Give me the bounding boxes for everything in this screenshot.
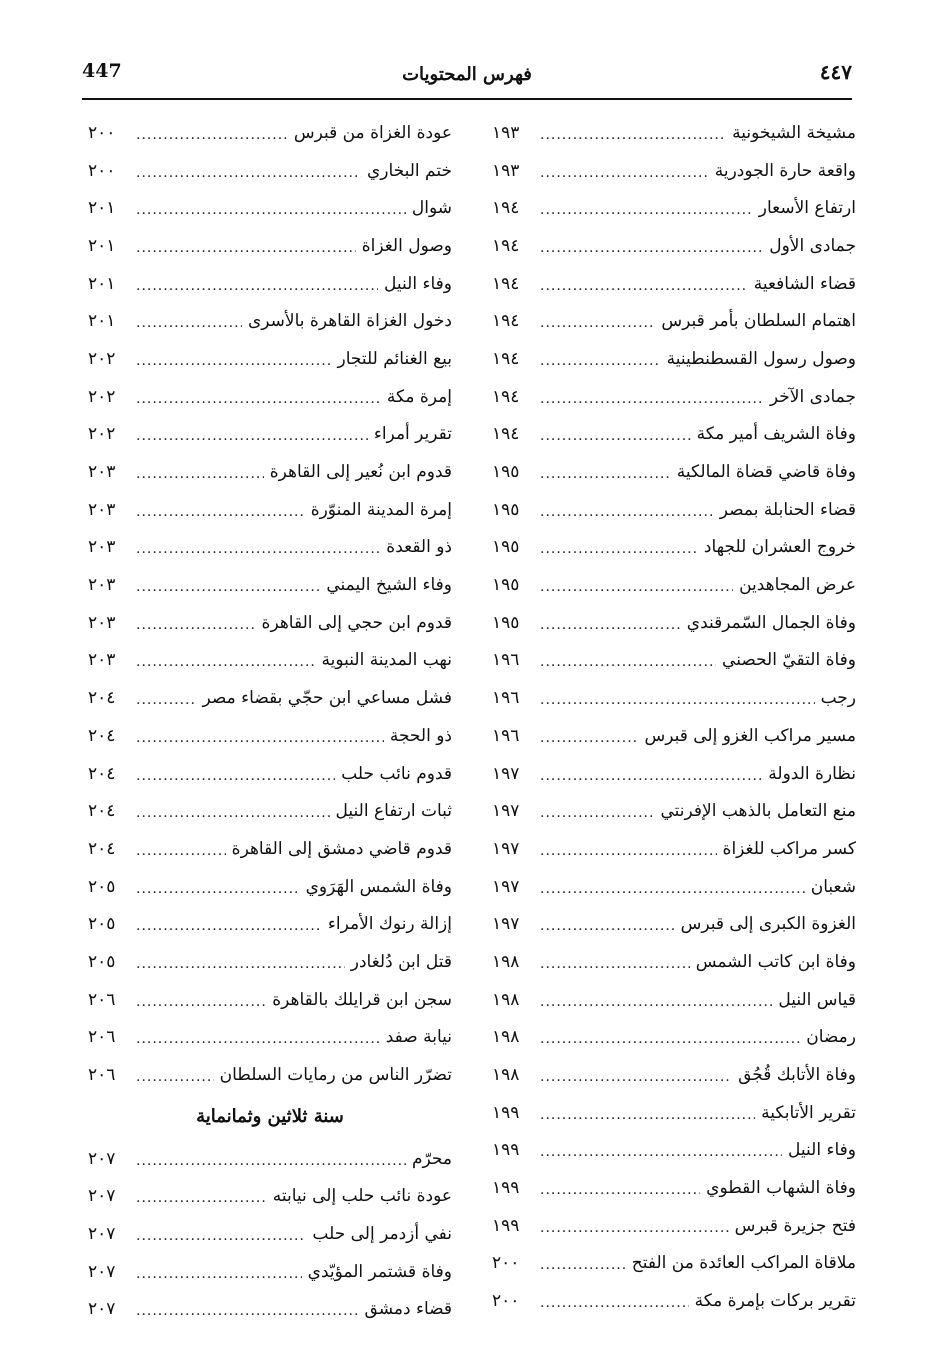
entry-title: وصول رسول القسطنطينية — [666, 348, 856, 369]
toc-entry — [492, 1207, 856, 1245]
entry-title: تقرير أمراء — [373, 424, 452, 445]
entry-page-number: ١٩٦ — [492, 688, 520, 709]
entry-title: مسير مراكب الغزو إلى قبرس — [644, 725, 856, 746]
entry-title: الغزوة الكبرى إلى قبرس — [680, 914, 856, 935]
toc-entry — [492, 529, 856, 567]
entry-page-number: ١٩٨ — [492, 1065, 520, 1086]
toc-entry — [492, 830, 856, 868]
toc-entry — [88, 416, 452, 454]
entry-page-number: ٢٠٧ — [88, 1299, 116, 1320]
dot-leader — [540, 500, 714, 520]
toc-entry — [88, 1291, 452, 1329]
entry-page-number: ٢٠٢ — [88, 348, 116, 369]
entry-page-number: ٢٠٣ — [88, 537, 116, 558]
entry-page-number: ٢٠٤ — [88, 725, 116, 746]
page-header — [82, 58, 852, 100]
toc-entry — [88, 981, 452, 1019]
toc-entry — [492, 1245, 856, 1283]
entry-page-number: ١٩٣ — [492, 160, 520, 181]
dot-leader — [540, 123, 726, 143]
entry-page-number: ٢٠٤ — [88, 763, 116, 784]
dot-leader — [540, 1027, 800, 1047]
entry-title: وفاة الشريف أمير مكة — [696, 424, 856, 445]
dot-leader — [136, 349, 332, 369]
entry-page-number: ٢٠٥ — [88, 951, 116, 972]
entry-page-number: ١٩٤ — [492, 348, 520, 369]
dot-leader — [540, 198, 753, 218]
entry-page-number: ٢٠٣ — [88, 575, 116, 596]
entry-page-number: ١٩٤ — [492, 424, 520, 445]
entry-page-number: ٢٠١ — [88, 198, 116, 219]
dot-leader — [136, 198, 406, 218]
toc-entry — [88, 1019, 452, 1057]
toc-entry — [88, 830, 452, 868]
toc-entry — [88, 529, 452, 567]
entry-page-number: ٢٠٣ — [88, 650, 116, 671]
entry-page-number: ١٩٧ — [492, 838, 520, 859]
dot-leader — [136, 462, 264, 482]
dot-leader — [136, 274, 378, 294]
dot-leader — [136, 1224, 306, 1244]
entry-title: وفاة الجمال السّمرقندي — [686, 612, 856, 633]
entry-title: اهتمام السلطان بأمر قبرس — [661, 311, 856, 332]
toc-entry — [88, 302, 452, 340]
entry-title: عودة الغزاة من قبرس — [293, 122, 452, 143]
toc-entry — [88, 1253, 452, 1291]
dot-leader — [136, 877, 300, 897]
entry-page-number: ٢٠٧ — [88, 1148, 116, 1169]
dot-leader — [136, 1027, 380, 1047]
entry-title: ذو القعدة — [386, 537, 452, 558]
entry-title: وفاة قشتمر المؤيّدي — [307, 1261, 452, 1282]
toc-entry — [492, 1019, 856, 1057]
dot-leader — [540, 274, 748, 294]
toc-entry — [88, 378, 452, 416]
toc-entry — [88, 642, 452, 680]
dot-leader — [540, 1291, 689, 1311]
entry-title: قدوم ابن حجي إلى القاهرة — [261, 612, 452, 633]
entry-title: وفاء النيل — [384, 273, 452, 294]
dot-leader — [540, 311, 655, 331]
dot-leader — [136, 613, 256, 633]
entry-page-number: ٢٠٤ — [88, 688, 116, 709]
entry-page-number: ١٩٨ — [492, 1027, 520, 1048]
toc-entry — [492, 604, 856, 642]
dot-leader — [540, 575, 733, 595]
toc-entry — [492, 416, 856, 454]
toc-entry — [492, 1282, 856, 1320]
entry-page-number: ٢٠٦ — [88, 989, 116, 1010]
dot-leader — [540, 839, 717, 859]
toc-entry — [492, 1056, 856, 1094]
dot-leader — [136, 1065, 214, 1085]
entry-title: قضاء دمشق — [364, 1299, 452, 1320]
entry-title: عرض المجاهدين — [739, 575, 856, 596]
entry-page-number: ٢٠٦ — [88, 1027, 116, 1048]
toc-entry — [88, 1178, 452, 1216]
entry-page-number: ١٩٤ — [492, 235, 520, 256]
entry-title: وفاء الشيخ اليمني — [326, 575, 452, 596]
toc-entry — [88, 905, 452, 943]
toc-entry — [492, 755, 856, 793]
dot-leader — [136, 575, 320, 595]
entry-page-number: ٢٠٣ — [88, 499, 116, 520]
entry-title: وفاة قاضي قضاة المالكية — [676, 462, 856, 483]
entry-title: فشل مساعي ابن حجّي بقضاء مصر — [202, 688, 452, 709]
entry-title: قضاء الحنابلة بمصر — [719, 499, 856, 520]
entry-page-number: ١٩٧ — [492, 876, 520, 897]
toc-entry — [492, 227, 856, 265]
dot-leader — [540, 537, 698, 557]
entry-page-number: ٢٠٠ — [88, 122, 116, 143]
entry-title: منع التعامل بالذهب الإفرنتي — [660, 801, 856, 822]
toc-entry — [88, 114, 452, 152]
entry-page-number: ١٩٤ — [492, 198, 520, 219]
dot-leader — [136, 1262, 302, 1282]
dot-leader — [136, 952, 345, 972]
entry-page-number: ٢٠٤ — [88, 801, 116, 822]
toc-entry — [88, 227, 452, 265]
entry-title: قدوم قاضي دمشق إلى القاهرة — [231, 838, 452, 859]
dot-leader — [136, 650, 316, 670]
entry-title: إزالة رنوك الأمراء — [327, 914, 452, 935]
entry-title: قدوم ابن نُعير إلى القاهرة — [269, 462, 452, 483]
dot-leader — [540, 764, 762, 784]
toc-entry — [88, 604, 452, 642]
dot-leader — [136, 1186, 267, 1206]
toc-entry — [492, 340, 856, 378]
toc-entry — [88, 943, 452, 981]
dot-leader — [540, 613, 681, 633]
toc-entry — [492, 302, 856, 340]
entry-title: نيابة صفد — [385, 1027, 452, 1048]
toc-entry — [88, 1056, 452, 1094]
toc-entry — [492, 905, 856, 943]
entry-page-number: ١٩٧ — [492, 763, 520, 784]
entry-title: كسر مراكب للغزاة — [722, 838, 856, 859]
entry-page-number: ٢٠٧ — [88, 1224, 116, 1245]
toc-entry — [492, 566, 856, 604]
dot-leader — [540, 349, 661, 369]
entry-title: مشيخة الشيخونية — [732, 122, 856, 143]
entry-page-number: ١٩٥ — [492, 612, 520, 633]
dot-leader — [136, 161, 361, 181]
dot-leader — [136, 726, 384, 746]
entry-title: دخول الغزاة القاهرة بالأسرى — [247, 311, 452, 332]
entry-page-number: ٢٠٧ — [88, 1261, 116, 1282]
toc-entry — [492, 265, 856, 303]
dot-leader — [540, 1065, 732, 1085]
entry-title: وفاة الشهاب القطوي — [706, 1178, 856, 1199]
entry-title: واقعة حارة الجودرية — [714, 160, 856, 181]
entry-title: قدوم نائب حلب — [341, 763, 452, 784]
dot-leader — [136, 688, 197, 708]
dot-leader — [136, 1149, 406, 1169]
toc-left-entries — [88, 114, 452, 1094]
toc-entry — [88, 453, 452, 491]
toc-entry — [492, 679, 856, 717]
dot-leader — [136, 500, 305, 520]
toc-entry — [492, 491, 856, 529]
dot-leader — [540, 1140, 782, 1160]
entry-page-number: ٢٠٧ — [88, 1186, 116, 1207]
entry-page-number: ١٩٧ — [492, 801, 520, 822]
toc-entry — [492, 868, 856, 906]
dot-leader — [136, 839, 226, 859]
toc-entry — [492, 1094, 856, 1132]
dot-leader — [136, 123, 288, 143]
dot-leader — [136, 311, 242, 331]
toc-entry — [492, 114, 856, 152]
dot-leader — [540, 1253, 626, 1273]
entry-title: خروج العشران للجهاد — [703, 537, 856, 558]
entry-page-number: ١٩٩ — [492, 1215, 520, 1236]
entry-title: سجن ابن قرايلك بالقاهرة — [272, 989, 452, 1010]
entry-page-number: ٢٠٥ — [88, 876, 116, 897]
page-number-latin: 447 — [82, 60, 122, 82]
toc-entry — [492, 1169, 856, 1207]
entry-title: وفاة ابن كاتب الشمس — [695, 951, 856, 972]
toc-left-year-entries — [88, 1140, 452, 1328]
entry-title: عودة نائب حلب إلى نيابته — [272, 1186, 452, 1207]
dot-leader — [136, 387, 381, 407]
toc-entry — [88, 189, 452, 227]
toc-entry — [492, 453, 856, 491]
dot-leader — [540, 387, 764, 407]
dot-leader — [540, 914, 675, 934]
dot-leader — [540, 424, 691, 444]
toc-entry — [88, 868, 452, 906]
entry-page-number: ١٩٤ — [492, 386, 520, 407]
toc-entry — [492, 943, 856, 981]
entry-page-number: ١٩٣ — [492, 122, 520, 143]
dot-leader — [540, 161, 709, 181]
entry-page-number: ١٩٥ — [492, 462, 520, 483]
entry-page-number: ٢٠١ — [88, 235, 116, 256]
entry-page-number: ٢٠٠ — [492, 1253, 520, 1274]
toc-entry — [88, 340, 452, 378]
toc-entry — [492, 642, 856, 680]
entry-title: جمادى الآخر — [769, 386, 856, 407]
entry-page-number: ٢٠٢ — [88, 424, 116, 445]
toc-entry — [88, 792, 452, 830]
toc-entry — [88, 755, 452, 793]
dot-leader — [540, 952, 690, 972]
entry-page-number: ٢٠١ — [88, 273, 116, 294]
entry-page-number: ٢٠٣ — [88, 612, 116, 633]
toc-entry — [492, 981, 856, 1019]
dot-leader — [540, 462, 671, 482]
entry-page-number: ١٩٧ — [492, 914, 520, 935]
entry-title: تقرير الأتابكية — [761, 1102, 856, 1123]
entry-title: وفاة التقيّ الحصني — [722, 650, 856, 671]
entry-title: بيع الغنائم للتجار — [337, 348, 452, 369]
dot-leader — [540, 801, 654, 821]
entry-title: فتح جزيرة قبرس — [734, 1215, 856, 1236]
entry-title: ثبات ارتفاع النيل — [335, 801, 452, 822]
entry-title: وصول الغزاة — [361, 235, 452, 256]
entry-title: محرّم — [412, 1148, 452, 1169]
entry-title: ذو الحجة — [389, 725, 452, 746]
entry-title: قياس النيل — [778, 989, 856, 1010]
entry-page-number: ١٩٩ — [492, 1102, 520, 1123]
toc-entry — [492, 189, 856, 227]
dot-leader — [540, 1178, 700, 1198]
entry-title: قضاء الشافعية — [753, 273, 856, 294]
entry-page-number: ٢٠٥ — [88, 914, 116, 935]
dot-leader — [136, 236, 356, 256]
dot-leader — [540, 990, 772, 1010]
entry-title: ختم البخاري — [366, 160, 452, 181]
entry-title: جمادى الأول — [769, 235, 856, 256]
dot-leader — [136, 914, 322, 934]
toc-entry — [492, 152, 856, 190]
entry-title: ملاقاة المراكب العائدة من الفتح — [631, 1253, 856, 1274]
entry-page-number: ١٩٩ — [492, 1178, 520, 1199]
toc-entry — [492, 1132, 856, 1170]
toc-entry — [88, 491, 452, 529]
entry-page-number: ٢٠٣ — [88, 462, 116, 483]
entry-page-number: ٢٠٠ — [492, 1291, 520, 1312]
entry-title: قتل ابن دُلغادر — [350, 951, 452, 972]
entry-page-number: ١٩٥ — [492, 575, 520, 596]
toc-entry — [492, 792, 856, 830]
entry-title: نهب المدينة النبوية — [321, 650, 452, 671]
dot-leader — [136, 1299, 359, 1319]
entry-title: تقرير بركات بإمرة مكة — [694, 1291, 856, 1312]
toc-entry — [492, 717, 856, 755]
running-title: فهرس المحتويات — [402, 64, 532, 85]
toc-entry — [88, 152, 452, 190]
entry-title: شعبان — [810, 876, 856, 897]
entry-title: رجب — [820, 688, 856, 709]
entry-title: إمرة المدينة المنوّرة — [310, 499, 452, 520]
entry-page-number: ١٩٥ — [492, 499, 520, 520]
toc-entry — [88, 1215, 452, 1253]
entry-title: وفاء النيل — [788, 1140, 856, 1161]
entry-page-number: ٢٠٢ — [88, 386, 116, 407]
entry-title: وفاة الشمس الهَرَوي — [305, 876, 452, 897]
toc-entry — [492, 378, 856, 416]
entry-page-number: ١٩٤ — [492, 273, 520, 294]
entry-page-number: ١٩٦ — [492, 725, 520, 746]
entry-page-number: ١٩٨ — [492, 951, 520, 972]
toc-entry — [88, 566, 452, 604]
entry-page-number: ١٩٤ — [492, 311, 520, 332]
toc-right-column — [492, 114, 856, 1320]
entry-page-number: ٢٠٦ — [88, 1065, 116, 1086]
toc-entry — [88, 679, 452, 717]
toc-left-column — [88, 114, 452, 1328]
entry-page-number: ٢٠٤ — [88, 838, 116, 859]
dot-leader — [136, 764, 335, 784]
year-section-heading: سنة ثلاثين وثمانماية — [196, 1106, 344, 1128]
entry-page-number: ٢٠١ — [88, 311, 116, 332]
dot-leader — [540, 650, 716, 670]
dot-leader — [540, 1103, 755, 1123]
entry-title: رمضان — [806, 1027, 856, 1048]
entry-title: نفي أزدمر إلى حلب — [312, 1224, 452, 1245]
dot-leader — [136, 990, 266, 1010]
dot-leader — [540, 1216, 729, 1236]
entry-title: وفاة الأتابك قُجُق — [738, 1065, 856, 1086]
dot-leader — [540, 236, 763, 256]
entry-page-number: ١٩٩ — [492, 1140, 520, 1161]
entry-page-number: ٢٠٠ — [88, 160, 116, 181]
dot-leader — [540, 688, 815, 708]
page-number-arabic: ٤٤٧ — [819, 60, 852, 84]
dot-leader — [136, 537, 380, 557]
toc-entry — [88, 1140, 452, 1178]
entry-title: تضرّر الناس من رمايات السلطان — [219, 1065, 452, 1086]
toc-entry — [88, 717, 452, 755]
entry-title: نظارة الدولة — [768, 763, 856, 784]
entry-page-number: ١٩٦ — [492, 650, 520, 671]
toc-entry — [88, 265, 452, 303]
entry-page-number: ١٩٥ — [492, 537, 520, 558]
dot-leader — [540, 726, 638, 746]
entry-page-number: ١٩٨ — [492, 989, 520, 1010]
dot-leader — [136, 801, 330, 821]
dot-leader — [136, 424, 368, 444]
entry-title: ارتفاع الأسعار — [758, 198, 856, 219]
dot-leader — [540, 877, 805, 897]
entry-title: شوال — [411, 198, 452, 219]
entry-title: إمرة مكة — [386, 386, 452, 407]
